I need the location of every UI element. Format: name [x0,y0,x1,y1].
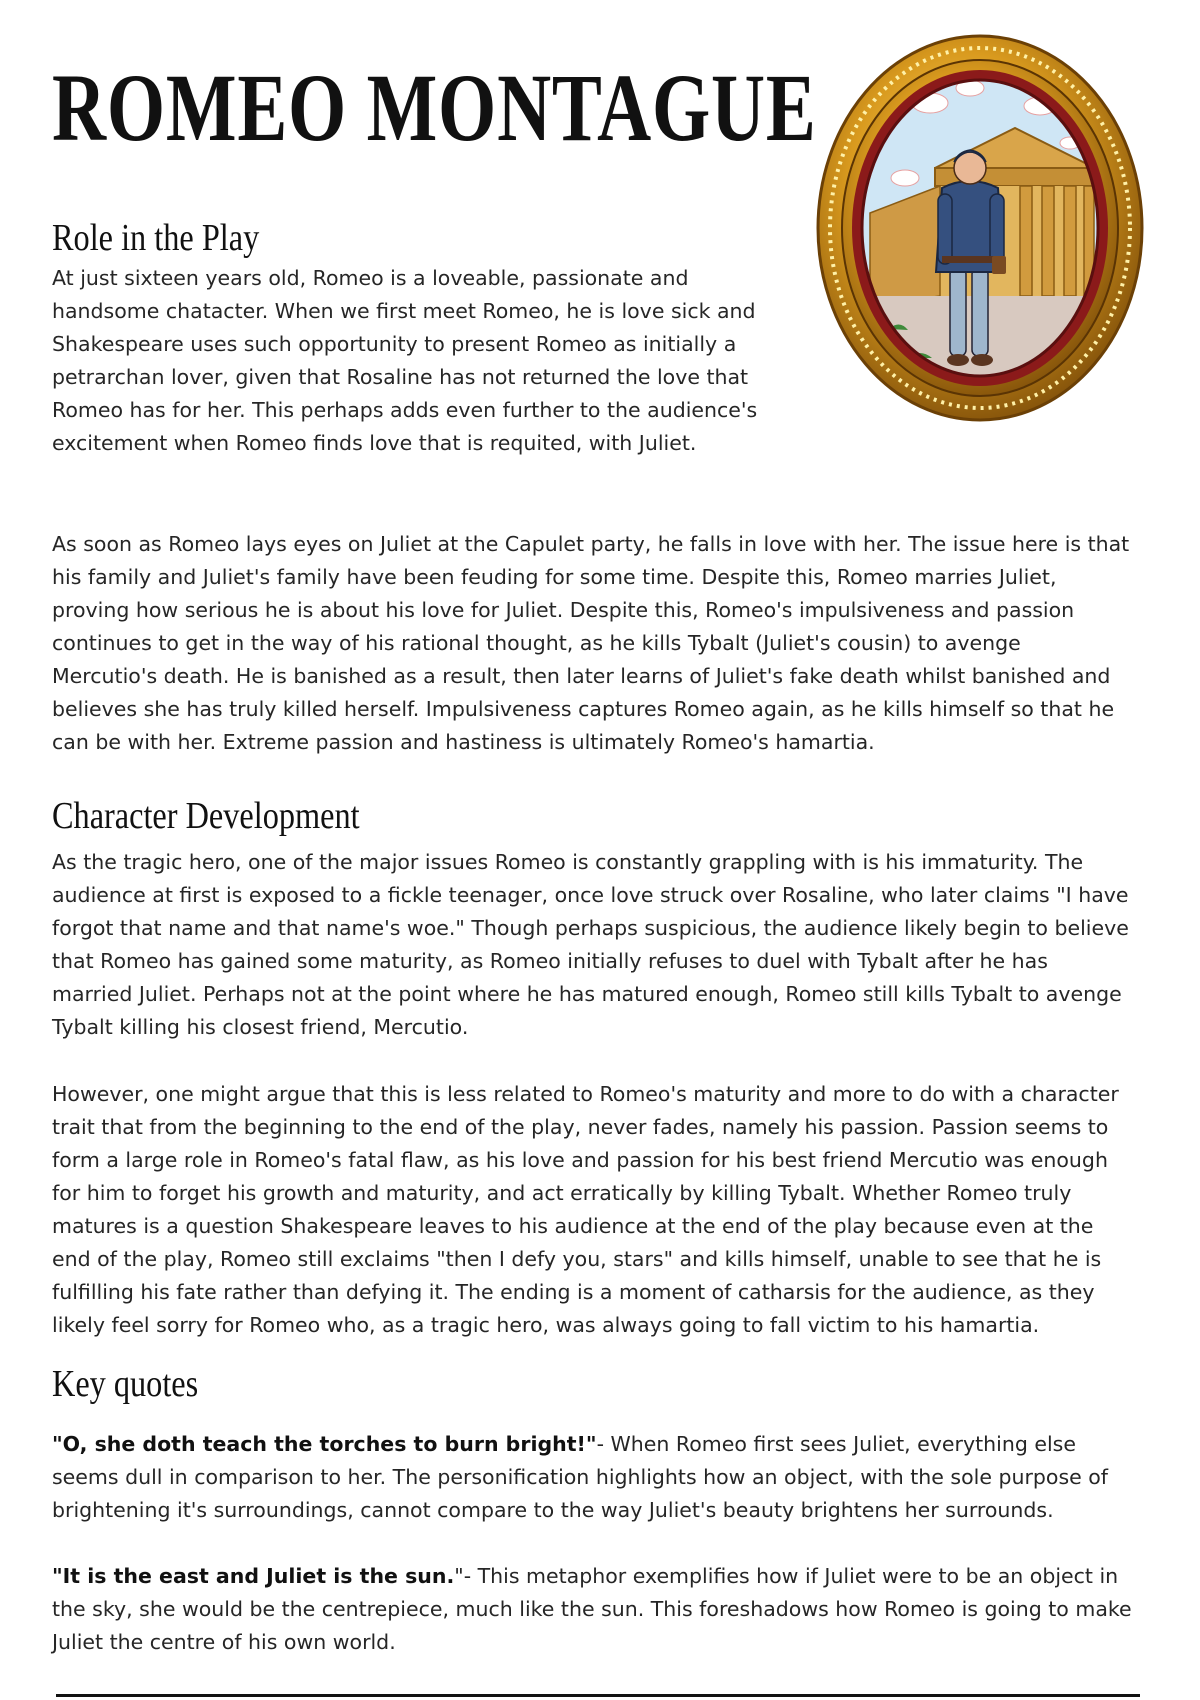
quote-item [52,1428,1132,1527]
role-paragraph-1: At just sixteen years old, Romeo is a loveable, passionate and handsome chatacter. When we first meet Romeo, he is love sick and Shakespeare uses such opportunity to present Romeo as initially a petrarchan lover, given that Rosaline has not returned the love that Romeo has for her. This perhaps adds even further to the audience's excitement when Romeo finds love that is requited, with Juliet. [52,266,758,455]
development-paragraph-2: However, one might argue that this is less related to Romeo's maturity and more to do with a character trait that from the beginning to the end of the play, never fades, namely his passion. Passion seems to form a large role in Romeo's fatal flaw, as his love and passion for his best friend Mercutio was enough for him to forget his growth and maturity, and act erratically by killing Tybalt. Whether Romeo truly matures is a question Shakespeare leaves to his audience at the end of the play because even at the end of the play, Romeo still exclaims "then I defy you, stars" and kills himself, unable to see that he is fulfilling his fate rather than defying it. The ending is a moment of catharsis for the audience, as they likely feel sorry for Romeo who, as a tragic hero, was always going to fall victim to his hamartia. [52,1082,1119,1337]
quotes-heading: Key quotes [52,1363,199,1405]
romeo-portrait-image [810,28,1150,428]
quote-analysis: - When Romeo first sees Juliet, everything else seems dull in comparison to her. The personification highlights how an object, with the sole purpose of brightening it's surroundings, cannot compare to the way Juliet's beauty brightens her surrounds. [52,1432,1109,1522]
quote-analysis: "- This metaphor exemplifies how if Juliet were to be an object in the sky, she would be the centrepiece, much like the sun. This foreshadows how Romeo is going to make Juliet the centre of his own world. [52,1564,1132,1654]
quote-item [52,1560,1132,1659]
development-paragraph-1: As the tragic hero, one of the major issues Romeo is constantly grappling with is his immaturity. The audience at first is exposed to a fickle teenager, once love struck over Rosaline, who later claims "I have forgot that name and that name's woe." Though perhaps suspicious, the audience likely begin to believe that Romeo has gained some maturity, as Romeo initially refuses to duel with Tybalt after he has married Juliet. Perhaps not at the point where he has matured enough, Romeo still kills Tybalt to avenge Tybalt killing his closest friend, Mercutio. [52,850,1129,1039]
quote-text: "It is the east and Juliet is the sun. [52,1564,455,1588]
development-heading: Character Development [52,795,360,837]
role-paragraph-2: As soon as Romeo lays eyes on Juliet at the Capulet party, he falls in love with her. The issue here is that his family and Juliet's family have been feuding for some time. Despite this, Romeo marries Juliet, proving how serious he is about his love for Juliet. Despite this, Romeo's impulsiveness and passion continues to get in the way of his rational thought, as he kills Tybalt (Juliet's cousin) to avenge Mercutio's death. He is banished as a result, then later learns of Juliet's fake death whilst banished and believes she has truly killed herself. Impulsiveness captures Romeo again, as he kills himself so that he can be with her. Extreme passion and hastiness is ultimately Romeo's hamartia. [52,532,1130,754]
role-heading: Role in the Play [52,217,260,259]
page-title: ROMEO MONTAGUE [52,54,817,161]
bottom-divider [56,1694,1140,1697]
quote-text: "O, she doth teach the torches to burn bright!" [52,1432,597,1456]
